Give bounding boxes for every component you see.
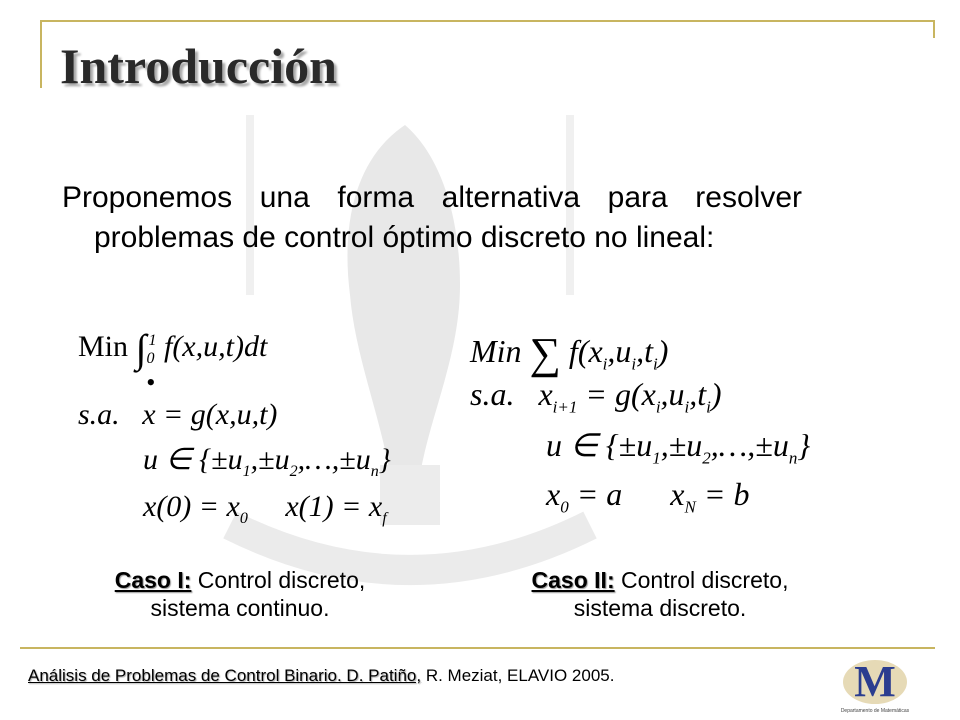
case1-dynamics: s.a. x = g(x,u,t): [78, 398, 278, 431]
caption-case2: [500, 566, 820, 622]
footer-citation-underlined: Análisis de Problemas de Control Binario. D. Patiño,: [28, 666, 422, 685]
caption-case2-label: Caso II:: [531, 567, 615, 593]
case1-dot: •: [146, 368, 156, 397]
intro-paragraph: Proponemos una forma alternativa para resolver problemas de control óptimo discreto no lineal:: [62, 181, 802, 254]
case1-boundary: $x(0) = x_0$ $x(1) = x_f$: [143, 490, 387, 527]
footer-citation: [28, 666, 614, 686]
frame-top-line: [40, 20, 935, 22]
slide-title: Introducción: [60, 38, 337, 94]
logo-caption: Departamento de Matemáticas: [840, 708, 910, 714]
caption-case1-text: Control discreto, sistema continuo.: [150, 567, 366, 621]
case2-boundary: $x_0 = a$ $x_N = b$: [546, 476, 750, 517]
case2-objective: Min ∑ $f(x_i,u_i,t_i)$: [470, 329, 669, 378]
frame-right-line: [933, 20, 935, 38]
case2-dynamics: s.a. $x_{i+1} = g(x_i,u_i,t_i)$: [470, 376, 722, 417]
footer-citation-rest: R. Meziat, ELAVIO 2005.: [421, 666, 615, 685]
caption-case1: [80, 566, 400, 622]
department-logo: [830, 652, 920, 716]
case2-control-set: u ∈ $\{\pm u_1,\pm u_2,\dots,\pm u_n\}$: [546, 427, 811, 468]
caption-case1-label: Caso I:: [114, 567, 192, 593]
case1-objective: Min $\int_0^1$ f(x,u,t)dt: [78, 326, 268, 371]
case1-control-set: u ∈ $\{\pm u_1,\pm u_2,\dots,\pm u_n\}$: [143, 443, 391, 480]
frame-left-line: [40, 20, 42, 88]
logo-letter: M: [854, 657, 896, 706]
caption-case2-text: Control discreto, sistema discreto.: [573, 567, 789, 621]
